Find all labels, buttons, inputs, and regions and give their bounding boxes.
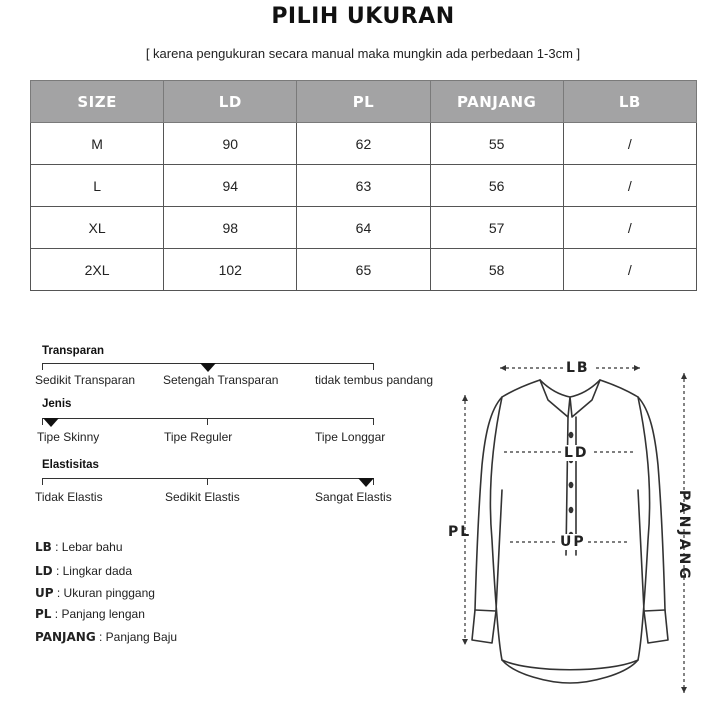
transparan-label-low: Sedikit Transparan bbox=[35, 373, 136, 387]
shirt-left-cuff bbox=[475, 610, 496, 611]
shirt-collar bbox=[540, 380, 600, 417]
shirt-right-sleeve bbox=[638, 397, 668, 643]
arrow-icon bbox=[634, 365, 640, 371]
table-row bbox=[31, 249, 697, 291]
scale-tick bbox=[373, 363, 374, 370]
legend-item-up bbox=[35, 586, 155, 600]
arrow-icon bbox=[462, 639, 468, 645]
table-row bbox=[31, 165, 697, 207]
page-title: PILIH UKURAN bbox=[271, 4, 455, 29]
legend-abbr: LB bbox=[35, 540, 52, 554]
elastisitas-label-low: Tidak Elastis bbox=[35, 490, 103, 504]
col-header-ld: LD bbox=[164, 81, 297, 123]
arrow-icon bbox=[462, 395, 468, 401]
diagram-label-up: UP bbox=[560, 534, 586, 550]
transparan-selected-marker bbox=[200, 363, 216, 372]
transparan-label-mid: Setengah Transparan bbox=[163, 373, 279, 387]
diagram-label-lb: LB bbox=[563, 360, 593, 376]
legend-item-pl bbox=[35, 607, 145, 621]
elastisitas-selected-marker bbox=[358, 478, 374, 487]
scale-tick bbox=[373, 418, 374, 425]
col-header-lb: LB bbox=[563, 81, 696, 123]
table-cell: / bbox=[563, 249, 696, 291]
table-cell: 65 bbox=[297, 249, 430, 291]
diagram-label-pl: PL bbox=[448, 524, 472, 540]
legend-abbr: UP bbox=[35, 586, 54, 600]
col-header-size: SIZE bbox=[31, 81, 164, 123]
jenis-label-low: Tipe Skinny bbox=[37, 430, 100, 444]
jenis-selected-marker bbox=[43, 418, 59, 427]
legend-abbr: PL bbox=[35, 607, 52, 621]
diagram-label-ld: LD bbox=[564, 445, 589, 461]
elastisitas-title: Elastisitas bbox=[42, 459, 99, 471]
table-cell: 55 bbox=[430, 123, 563, 165]
table-cell: XL bbox=[31, 207, 164, 249]
table-cell: 2XL bbox=[31, 249, 164, 291]
col-header-panjang: PANJANG bbox=[430, 81, 563, 123]
legend-desc: : Panjang lengan bbox=[51, 607, 145, 621]
table-cell: / bbox=[563, 207, 696, 249]
jenis-scale-line bbox=[42, 418, 374, 419]
transparan-label-high: tidak tembus pandang bbox=[315, 373, 434, 387]
table-cell: 56 bbox=[430, 165, 563, 207]
table-cell: 57 bbox=[430, 207, 563, 249]
jenis-label-high: Tipe Longgar bbox=[315, 430, 386, 444]
page-subtitle: [ karena pengukuran secara manual maka mungkin ada perbedaan 1-3cm ] bbox=[145, 46, 581, 61]
shirt-right-cuff bbox=[644, 610, 665, 611]
shirt-button bbox=[569, 507, 574, 513]
legend-desc: : Panjang Baju bbox=[95, 630, 178, 644]
table-cell: / bbox=[563, 165, 696, 207]
legend-desc: : Lingkar dada bbox=[52, 564, 132, 578]
shirt-hem bbox=[502, 660, 638, 683]
elastisitas-label-mid: Sedikit Elastis bbox=[165, 490, 240, 504]
jenis-label-mid: Tipe Reguler bbox=[164, 430, 233, 444]
table-header-row bbox=[31, 81, 697, 123]
table-row bbox=[31, 123, 697, 165]
table-row bbox=[31, 207, 697, 249]
table-cell: 63 bbox=[297, 165, 430, 207]
legend-abbr: LD bbox=[35, 564, 53, 578]
table-cell: / bbox=[563, 123, 696, 165]
table-cell: 102 bbox=[164, 249, 297, 291]
shirt-body-outline bbox=[490, 380, 649, 670]
arrow-icon bbox=[681, 373, 687, 379]
jenis-title: Jenis bbox=[42, 398, 72, 410]
legend-desc: : Ukuran pinggang bbox=[53, 586, 155, 600]
scale-tick bbox=[207, 418, 208, 425]
table-cell: 90 bbox=[164, 123, 297, 165]
scale-tick bbox=[42, 363, 43, 370]
arrow-icon bbox=[500, 365, 506, 371]
table-cell: 64 bbox=[297, 207, 430, 249]
col-header-pl: PL bbox=[297, 81, 430, 123]
legend-desc: : Lebar bahu bbox=[51, 540, 123, 554]
shirt-left-sleeve bbox=[472, 397, 502, 643]
scale-tick bbox=[207, 478, 208, 485]
elastisitas-label-high: Sangat Elastis bbox=[315, 490, 392, 504]
shirt-button bbox=[569, 432, 574, 438]
shirt-button bbox=[569, 482, 574, 488]
arrow-icon bbox=[681, 687, 687, 693]
table-cell: 62 bbox=[297, 123, 430, 165]
elastisitas-scale-line bbox=[42, 478, 374, 479]
table-cell: 94 bbox=[164, 165, 297, 207]
legend-item-ld bbox=[35, 564, 132, 578]
table-cell: 58 bbox=[430, 249, 563, 291]
table-cell: M bbox=[31, 123, 164, 165]
transparan-title: Transparan bbox=[42, 345, 104, 357]
diagram-label-panjang: PANJANG bbox=[676, 490, 692, 582]
table-cell: L bbox=[31, 165, 164, 207]
scale-tick bbox=[42, 478, 43, 485]
legend-abbr: PANJANG bbox=[35, 630, 96, 644]
size-table bbox=[30, 80, 697, 291]
legend-item-panjang bbox=[35, 630, 177, 644]
table-cell: 98 bbox=[164, 207, 297, 249]
legend-item-lb bbox=[35, 540, 123, 554]
